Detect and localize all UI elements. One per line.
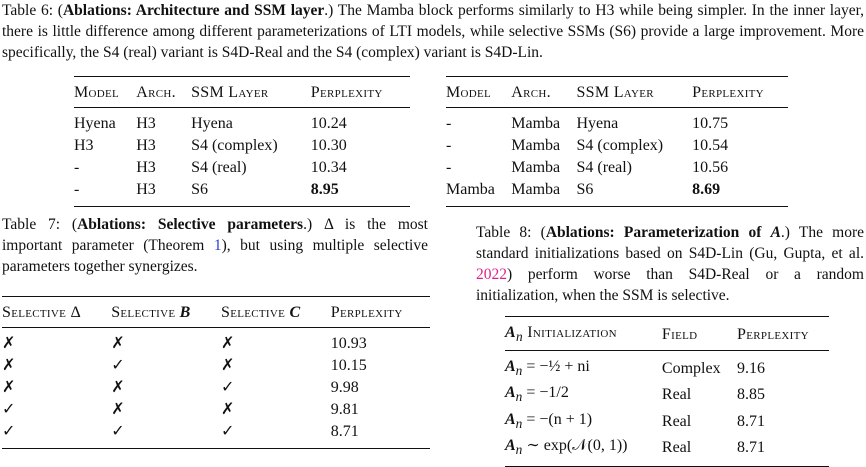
theorem-link[interactable]: 1 <box>213 237 222 254</box>
cell-initialization <box>505 351 662 383</box>
sub-n: n <box>515 389 523 405</box>
table-row <box>74 157 410 179</box>
caption-title: Ablations: Selective parameters <box>77 216 304 233</box>
table-row <box>446 157 788 179</box>
var-a: A <box>505 384 516 402</box>
header-perplexity: Perplexity <box>311 77 410 108</box>
init-expr: = −1/2 <box>526 384 569 402</box>
cell-perplexity: 10.30 <box>310 137 347 154</box>
cell-field: Real <box>661 386 692 404</box>
table-row <box>74 179 410 207</box>
table-row <box>2 377 430 399</box>
cell-arch: Mamba <box>511 137 561 154</box>
check-icon: ✓ <box>2 423 16 440</box>
cell-arch: H3 <box>136 159 156 176</box>
cell-perplexity: 10.56 <box>692 159 729 176</box>
cell-model: Mamba <box>446 181 495 198</box>
cell-ssm-layer: S6 <box>191 181 208 198</box>
cell-perplexity: 8.71 <box>737 412 766 430</box>
header-var: B <box>179 304 191 321</box>
cell-perplexity: 8.71 <box>330 423 359 440</box>
cell-arch: H3 <box>136 115 156 132</box>
header-ssm-layer: SSM Layer <box>576 77 692 108</box>
header-model: Model <box>74 77 136 108</box>
table-row <box>446 179 788 207</box>
table-row <box>2 355 430 377</box>
cell-ssm-layer: Hyena <box>191 115 233 132</box>
table-row <box>446 135 788 157</box>
header-var: A <box>505 324 516 341</box>
table-row <box>505 351 829 383</box>
caption-title: Ablations: Parameterization of <box>545 224 771 241</box>
cell-initialization <box>505 382 662 408</box>
caption-title: Ablations: Architecture and SSM layer <box>62 2 325 19</box>
table-row <box>2 399 430 421</box>
caption-label: Table 8: ( <box>476 224 546 241</box>
table-row <box>2 328 430 356</box>
init-expr: ∼ exp(𝒩(0, 1)) <box>526 436 628 454</box>
cell-field: Complex <box>661 360 721 378</box>
cross-icon: ✗ <box>221 401 235 418</box>
cell-ssm-layer: S4 (real) <box>576 159 632 176</box>
cross-icon: ✗ <box>111 379 125 396</box>
cell-model: - <box>446 115 452 132</box>
table-row <box>74 108 410 136</box>
table7-caption <box>2 214 428 277</box>
table-row <box>446 108 788 136</box>
cell-perplexity: 10.93 <box>330 335 367 352</box>
cell-ssm-layer: S4 (real) <box>191 159 247 176</box>
cell-field: Real <box>661 438 692 456</box>
cell-arch: Mamba <box>511 181 561 198</box>
header-text: Selective <box>221 304 290 321</box>
header-selective-b <box>111 297 221 328</box>
cell-model: - <box>74 159 80 176</box>
header-text: Initialization <box>522 324 617 341</box>
header-arch: Arch. <box>511 77 576 108</box>
var-a: A <box>505 410 516 428</box>
caption-text: .) The Mamba block performs similarly to H3 while being simpler. In the inner layer, there is little difference among different parameterizations of LTI models, while selective SSMs (S6) provide a large improvement. More specifically, the S4 (real) variant is S4D-Real and the S4 (complex) variant is S4D-Lin. <box>2 2 864 61</box>
var-a: A <box>505 358 516 376</box>
check-icon: ✓ <box>2 401 16 418</box>
cross-icon: ✗ <box>2 379 16 396</box>
table6-caption <box>2 0 864 63</box>
check-icon: ✓ <box>111 423 125 440</box>
header-initialization <box>505 317 662 351</box>
cell-perplexity: 10.15 <box>330 357 367 374</box>
header-perplexity: Perplexity <box>692 77 788 108</box>
header-perplexity: Perplexity <box>331 297 430 328</box>
cell-initialization <box>505 409 662 435</box>
cell-ssm-layer: S6 <box>576 181 594 198</box>
cross-icon: ✗ <box>111 401 125 418</box>
cell-model: - <box>74 181 80 198</box>
cell-perplexity: 10.24 <box>310 115 347 132</box>
cross-icon: ✗ <box>2 335 16 352</box>
table7 <box>2 296 430 449</box>
sub-n: n <box>515 441 523 457</box>
check-icon: ✓ <box>221 379 235 396</box>
cell-perplexity: 10.75 <box>692 115 729 132</box>
cross-icon: ✗ <box>221 335 235 352</box>
caption-label: Table 7: ( <box>2 216 78 233</box>
header-text: Selective <box>111 304 180 321</box>
cell-model: Hyena <box>74 115 116 132</box>
header-selective-c <box>221 297 331 328</box>
cell-arch: H3 <box>136 181 156 198</box>
table-row <box>2 421 430 449</box>
sub-n: n <box>515 415 523 431</box>
cell-arch: Mamba <box>511 115 561 132</box>
table8 <box>505 316 829 467</box>
table-row <box>74 135 410 157</box>
cell-perplexity: 9.16 <box>737 360 766 378</box>
header-arch: Arch. <box>136 77 191 108</box>
cell-ssm-layer: S4 (complex) <box>576 137 664 154</box>
header-ssm-layer: SSM Layer <box>191 77 311 108</box>
cell-field: Real <box>661 412 692 430</box>
cell-model: - <box>446 159 452 176</box>
cell-perplexity: 8.85 <box>737 386 766 404</box>
cell-perplexity: 9.81 <box>330 401 359 418</box>
cell-perplexity: 8.69 <box>692 181 721 198</box>
check-icon: ✓ <box>221 423 235 440</box>
cell-perplexity: 8.71 <box>737 438 766 456</box>
caption-var: A <box>770 224 781 241</box>
caption-text: ), but using multiple selective parameters together synergizes. <box>2 237 428 275</box>
header-field: Field <box>662 317 737 351</box>
table8-caption <box>476 222 864 306</box>
header-selective-delta: Selective Δ <box>2 297 111 328</box>
cell-perplexity: 10.54 <box>692 137 729 154</box>
cell-ssm-layer: S4 (complex) <box>191 137 278 154</box>
table6-right <box>446 76 788 207</box>
cross-icon: ✗ <box>2 357 16 374</box>
header-model: Model <box>446 77 511 108</box>
caption-text: ) perform worse than S4D-Real or a random initialization, when the SSM is selective. <box>476 266 864 304</box>
var-a: A <box>505 436 516 454</box>
sub-n: n <box>515 363 523 379</box>
init-expr: = −(n + 1) <box>526 410 593 428</box>
table6-left <box>74 76 410 207</box>
caption-label: Table 6: ( <box>2 2 63 19</box>
cell-model: H3 <box>74 137 94 154</box>
table-row <box>505 382 829 408</box>
caption-text: .) The more standard initializations based on S4D-Lin (Gu, Gupta, et al. <box>476 224 865 262</box>
cell-ssm-layer: Hyena <box>576 115 619 132</box>
caption-text: .) Δ is the most important parameter (Theorem <box>2 216 428 254</box>
cell-arch: Mamba <box>511 159 561 176</box>
init-expr: = −½ + ni <box>526 358 590 376</box>
cell-perplexity: 8.95 <box>310 181 339 198</box>
header-sub: n <box>515 329 523 345</box>
cross-icon: ✗ <box>111 335 125 352</box>
table-row <box>505 409 829 435</box>
cell-arch: H3 <box>136 137 156 154</box>
cell-perplexity: 10.34 <box>310 159 347 176</box>
cross-icon: ✗ <box>221 357 235 374</box>
cell-model: - <box>446 137 452 154</box>
header-var: C <box>289 304 301 321</box>
header-perplexity: Perplexity <box>737 317 829 351</box>
cell-perplexity: 9.98 <box>330 379 359 396</box>
check-icon: ✓ <box>111 357 125 374</box>
citation-link[interactable]: 2022 <box>476 266 507 283</box>
